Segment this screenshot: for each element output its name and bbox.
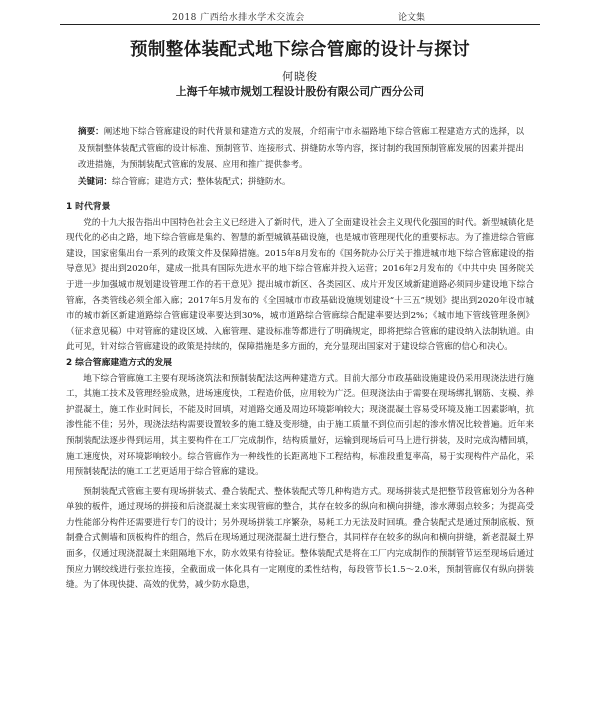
paragraph-prefabricated-types: 预制装配式管廊主要有现场拼装式、叠合装配式、整体装配式等几种构造方式。现场拼装式是把整节段管廊划分为各种单独的板件，通过现场的拼接和后浇混凝土来实现管廊的整合，其存在较多的纵向和横向拼缝，渗水薄弱点较多；为提高受力性能部分构件还需要进行专门的设计；另外现场拼装工序繁杂，易耗工力无法及时回填。叠合装配式是通过预制底板、预制叠合式侧墙和顶板构件的组合，然后在现场通过现浇混凝土进行整合，其同样存在较多的纵向和横向拼缝，新老混凝土界面多，仅通过现浇混凝土来阻隔地下水，防水效果有待验证。整体装配式是将在工厂内完成制作的预制管节运至现场后通过预应力钢绞线进行张拉连接，全截面成一体化具有一定刚度的柔性结构，每段管节长1.5～2.0米，预制管廊仅有纵向拼装缝。为了体现快捷、高效的优势，减少防水隐患，: [66, 486, 534, 591]
section-heading-background: 1 时代背景: [66, 202, 111, 212]
section-heading-construction-methods: 2 综合管廊建造方式的发展: [66, 357, 172, 368]
keywords-text: 综合管廊；建造方式；整体装配式；拼缝防水。: [112, 177, 291, 187]
paper-title: 预制整体装配式地下综合管廊的设计与探讨: [129, 40, 471, 60]
abstract: [78, 124, 524, 174]
keywords-label: 关键词：: [78, 177, 113, 187]
journal-name: 2018 广西给水排水学术交流会: [172, 13, 305, 23]
author-affiliation: 上海千年城市规划工程设计股份有限公司广西分公司: [175, 85, 425, 98]
keywords: [78, 174, 524, 190]
section-name: 论文集: [398, 13, 426, 23]
abstract-text: 阐述地下综合管廊建设的时代背景和建造方式的发展，介绍南宁市永福路地下综合管廊工程建造方式的选择，以及预制整体装配式管廊的设计标准、预制管节、连接形式、拼缝防水等内容，探讨制约我国预制管廊发展的因素并提出改进措施，为预制装配式管廊的发展、应用和推广提供参考。: [78, 127, 524, 171]
paper-body: [66, 200, 534, 594]
paragraph-construction-methods: 地下综合管廊施工主要有现场浇筑法和预制装配法这两种建造方式。目前大部分市政基础设施建设仍采用现浇法进行施工，其施工技术及管理经验成熟，进场速度快，工程造价低，应用较为广泛。但现浇法由于需要在现场绑扎钢筋、支模、养护混凝土，施工作业时间长，不能及时回填，对道路交通及周边环境影响较大；现浇混凝土容易受环境及施工因素影响，抗渗性能不佳；另外，现浇法结构需要设置较多的施工缝及变形缝，由于施工质量不到位而引起的渗水情况比较普遍。近年来预制装配法逐步得到运用，其主要构件在工厂完成制作，结构质量好，运输到现场后可马上进行拼装，及时完成沟槽回填，施工速度快，对环境影响较小。综合管廊作为一种线性的长距离地下工程结构，标准段重复率高，易于实现构件产品化，采用预制装配法的施工工艺更适用于综合管廊的建设。: [66, 373, 534, 478]
author-name: 何晓俊: [282, 70, 318, 83]
header-rule: [60, 24, 540, 25]
paragraph-background: 党的十九大报告指出中国特色社会主义已经进入了新时代，进入了全面建设社会主义现代化强国的时代。新型城镇化是现代化的必由之路，地下综合管廊是集约、智慧的新型城镇基础设施，也是城市管理现代化的重要标志。为了推进综合管廊建设，国家密集出台一系列的政策文件及保障措施。2015年8月发布的《国务院办公厅关于推进城市地下综合管廊建设的指导意见》提出到2020年，建成一批具有国际先进水平的地下综合管廊并投入运营；2016年2月发布的《中共中央 国务院关于进一步加强城市规划建设管理工作的若干意见》提出城市新区、各类园区、成片开发区域新建道路必须同步建设地下综合管廊，各类管线必须全部入廊；2017年5月发布的《全国城市市政基础设施规划建设“十三五”规划》提出到2020年设市城市的城市新区新建道路综合管廊建设率要达到30%，城市道路综合管廊综合配建率要达到2%；《城市地下管线管理条例》（征求意见稿）中对管廊的建设区域、入廊管理、建设标准等都进行了明确规定，即将把综合管廊的建设纳入法制轨道。由此可见，针对综合管廊建设的政策是持续的，保障措施是多方面的，充分显现出国家对于建设综合管廊的信心和决心。: [66, 217, 534, 353]
running-header: [150, 8, 450, 24]
abstract-label: 摘要：: [78, 127, 104, 137]
